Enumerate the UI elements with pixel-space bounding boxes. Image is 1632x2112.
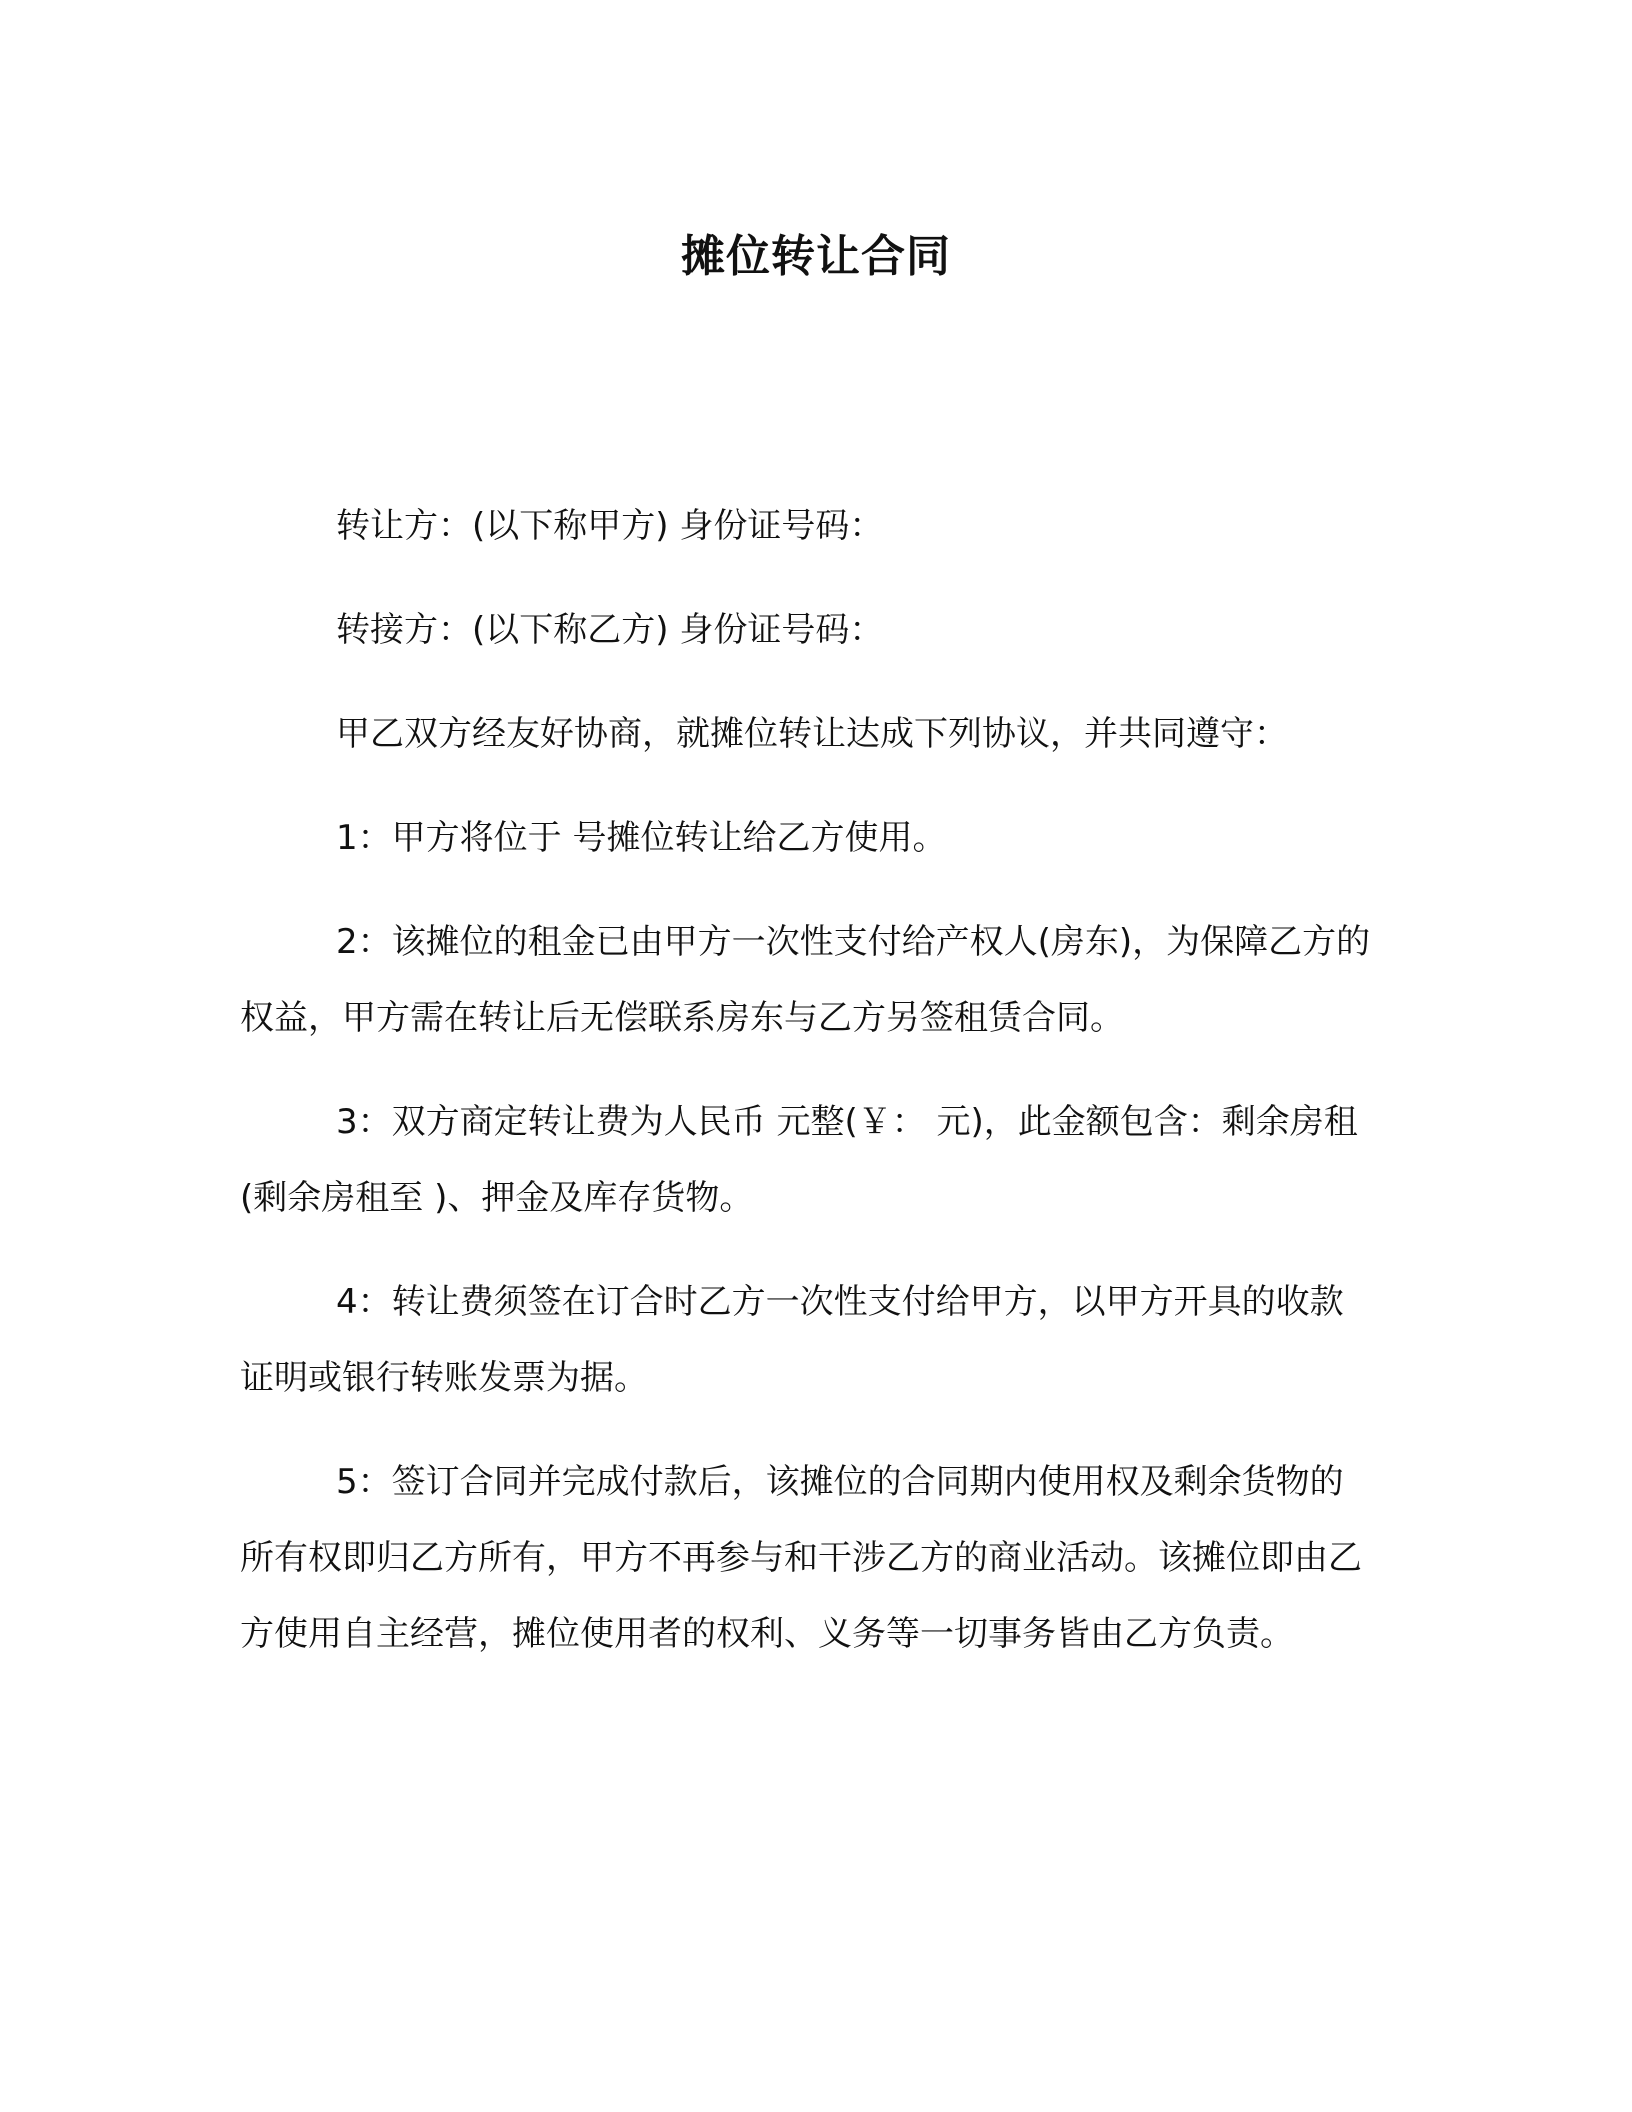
clause-2: 2：该摊位的租金已由甲方一次性支付给产权人(房东)，为保障乙方的权益，甲方需在转让后无偿联系房东与乙方另签租赁合同。 <box>240 922 1371 1038</box>
clause-5: 5：签订合同并完成付款后，该摊位的合同期内使用权及剩余货物的所有权即归乙方所有，甲方不再参与和干涉乙方的商业活动。该摊位即由乙方使用自主经营，摊位使用者的权利、义务等一切事务皆由乙方负责。 <box>240 1462 1362 1654</box>
paragraph-transferee: 转接方：(以下称乙方) 身份证号码： <box>336 610 884 650</box>
document-title: 摊位转让合同 <box>681 231 951 282</box>
document-body <box>240 488 1375 1700</box>
paragraph-intro: 甲乙双方经友好协商，就摊位转让达成下列协议，并共同遵守： <box>336 714 1288 754</box>
clause-4: 4：转让费须签在订合时乙方一次性支付给甲方，以甲方开具的收款证明或银行转账发票为据。 <box>240 1282 1344 1398</box>
clause-3: 3：双方商定转让费为人民币 元整(￥： 元)，此金额包含：剩余房租(剩余房租至 )、押金及库存货物。 <box>240 1102 1358 1218</box>
paragraph-transferor: 转让方：(以下称甲方) 身份证号码： <box>336 506 884 546</box>
clause-1: 1：甲方将位于 号摊位转让给乙方使用。 <box>336 818 947 858</box>
